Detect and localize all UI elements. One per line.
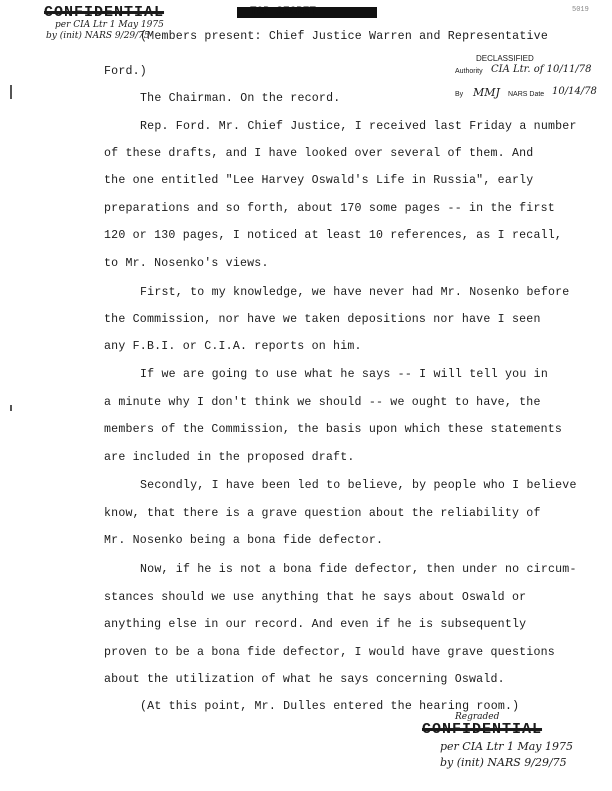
- by-initials: MMJ: [473, 86, 500, 99]
- page-number: 5019: [572, 6, 589, 14]
- text-line: Mr. Nosenko being a bona fide defector.: [104, 534, 384, 547]
- text-line: preparations and so forth, about 170 some pages -- in the first: [104, 202, 555, 215]
- by-label: By: [455, 91, 464, 98]
- text-line: (At this point, Mr. Dulles entered the hearing room.): [140, 700, 520, 713]
- text-line: (Members present: Chief Justice Warren and Representative: [140, 30, 548, 43]
- text-line: about the utilization of what he says concerning Oswald.: [104, 673, 505, 686]
- stamp-bottom-note-2: by (init) NARS 9/29/75: [440, 756, 567, 769]
- confidential-stamp-top: CONFIDENTIAL: [44, 4, 165, 21]
- text-line: know, that there is a grave question about the reliability of: [104, 507, 541, 520]
- stamp-bottom-note-1: per CIA Ltr 1 May 1975: [440, 740, 574, 753]
- text-line: are included in the proposed draft.: [104, 451, 355, 464]
- authority-label: Authority: [455, 68, 483, 75]
- confidential-stamp-bottom: CONFIDENTIAL: [422, 721, 543, 738]
- text-line: to Mr. Nosenko's views.: [104, 257, 269, 270]
- text-line: of these drafts, and I have looked over several of them. And: [104, 147, 534, 160]
- text-line: First, to my knowledge, we have never had Mr. Nosenko before: [140, 286, 570, 299]
- text-line: Ford.): [104, 65, 147, 78]
- text-line: stances should we use anything that he says about Oswald or: [104, 591, 527, 604]
- scan-mark: [10, 85, 12, 99]
- text-line: members of the Commission, the basis upon which these statements: [104, 423, 563, 436]
- text-line: Rep. Ford. Mr. Chief Justice, I received last Friday a number: [140, 120, 577, 133]
- redacted-classification: TOP SECRET: [250, 6, 317, 18]
- authority-value: CIA Ltr. of 10/11/78: [491, 64, 592, 75]
- regraded-note: Regraded: [455, 712, 500, 722]
- scan-mark: [10, 405, 12, 411]
- nars-date-label: NARS Date: [508, 91, 545, 98]
- declassified-label: DECLASSIFIED: [476, 54, 534, 63]
- text-line: any F.B.I. or C.I.A. reports on him.: [104, 340, 362, 353]
- text-line: the Commission, nor have we taken depositions nor have I seen: [104, 313, 541, 326]
- stamp-top-note-1: per CIA Ltr 1 May 1975: [55, 20, 164, 30]
- stamp-top-note-2: by (init) NARS 9/29/75: [46, 31, 150, 41]
- text-line: The Chairman. On the record.: [140, 92, 341, 105]
- nars-date-value: 10/14/78: [552, 86, 597, 97]
- text-line: If we are going to use what he says -- I will tell you in: [140, 368, 548, 381]
- text-line: Now, if he is not a bona fide defector, then under no circum-: [140, 563, 577, 576]
- text-line: a minute why I don't think we should -- we ought to have, the: [104, 396, 541, 409]
- text-line: the one entitled "Lee Harvey Oswald's Life in Russia", early: [104, 174, 534, 187]
- text-line: proven to be a bona fide defector, I would have grave questions: [104, 646, 555, 659]
- text-line: 120 or 130 pages, I noticed at least 10 references, as I recall,: [104, 229, 563, 242]
- text-line: anything else in our record. And even if he is subsequently: [104, 618, 527, 631]
- text-line: Secondly, I have been led to believe, by people who I believe: [140, 479, 577, 492]
